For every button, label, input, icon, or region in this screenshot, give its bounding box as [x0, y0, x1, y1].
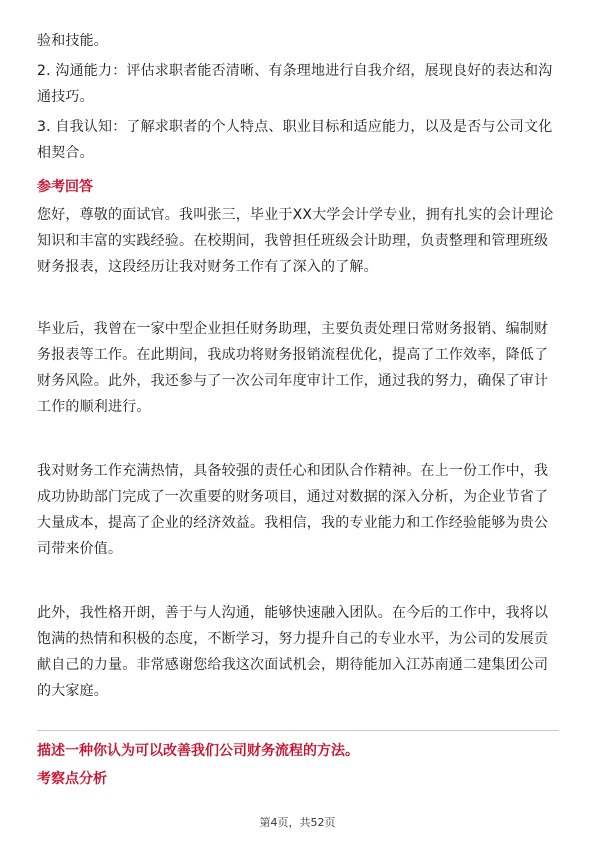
reference-answer-heading: 参考回答 — [37, 179, 93, 195]
answer-paragraph: 我对财务工作充满热情，具备较强的责任心和团队合作精神。在上一份工作中，我成功协助部门完成了一次重要的财务项目，通过对数据的深入分析，为企业节省了大量成本，提高了企业的经济效益。我相信，我的专业能力和工作经验能够为贵公司带来价值。 — [37, 463, 549, 557]
intro-item-communication: 2. 沟通能力：评估求职者能否清晰、有条理地进行自我介绍，展现良好的表达和沟通技巧。 — [37, 63, 553, 105]
answer-paragraph: 您好，尊敬的面试官。我叫张三，毕业于XX大学会计学专业，拥有扎实的会计理论知识和丰富的实践经验。在校期间，我曾担任班级会计助理，负责整理和管理班级财务报表，这段经历让我对财务工作有了深入的了解。 — [37, 207, 554, 275]
question-heading: 描述一种你认为可以改善我们公司财务流程的方法。 — [37, 743, 359, 759]
intro-line: 验和技能。 — [37, 33, 108, 49]
answer-paragraph: 毕业后，我曾在一家中型企业担任财务助理，主要负责处理日常财务报销、编制财务报表等工作。在此期间，我成功将财务报销流程优化，提高了工作效率，降低了财务风险。此外，我还参与了一次公司年度审计工作，通过我的努力，确保了审计工作的顺利进行。 — [37, 321, 549, 415]
section-divider — [37, 730, 559, 731]
intro-item-self-awareness: 3. 自我认知：了解求职者的个人特点、职业目标和适应能力，以及是否与公司文化相契合。 — [37, 119, 553, 161]
analysis-heading: 考察点分析 — [37, 771, 107, 787]
page-number-footer: 第4页，共52页 — [259, 816, 336, 829]
answer-paragraph: 此外，我性格开朗，善于与人沟通，能够快速融入团队。在今后的工作中，我将以饱满的热情和积极的态度，不断学习，努力提升自己的专业水平，为公司的发展贡献自己的力量。非常感谢您给我这次面试机会，期待能加入江苏南通二建集团公司的大家庭。 — [37, 605, 549, 699]
